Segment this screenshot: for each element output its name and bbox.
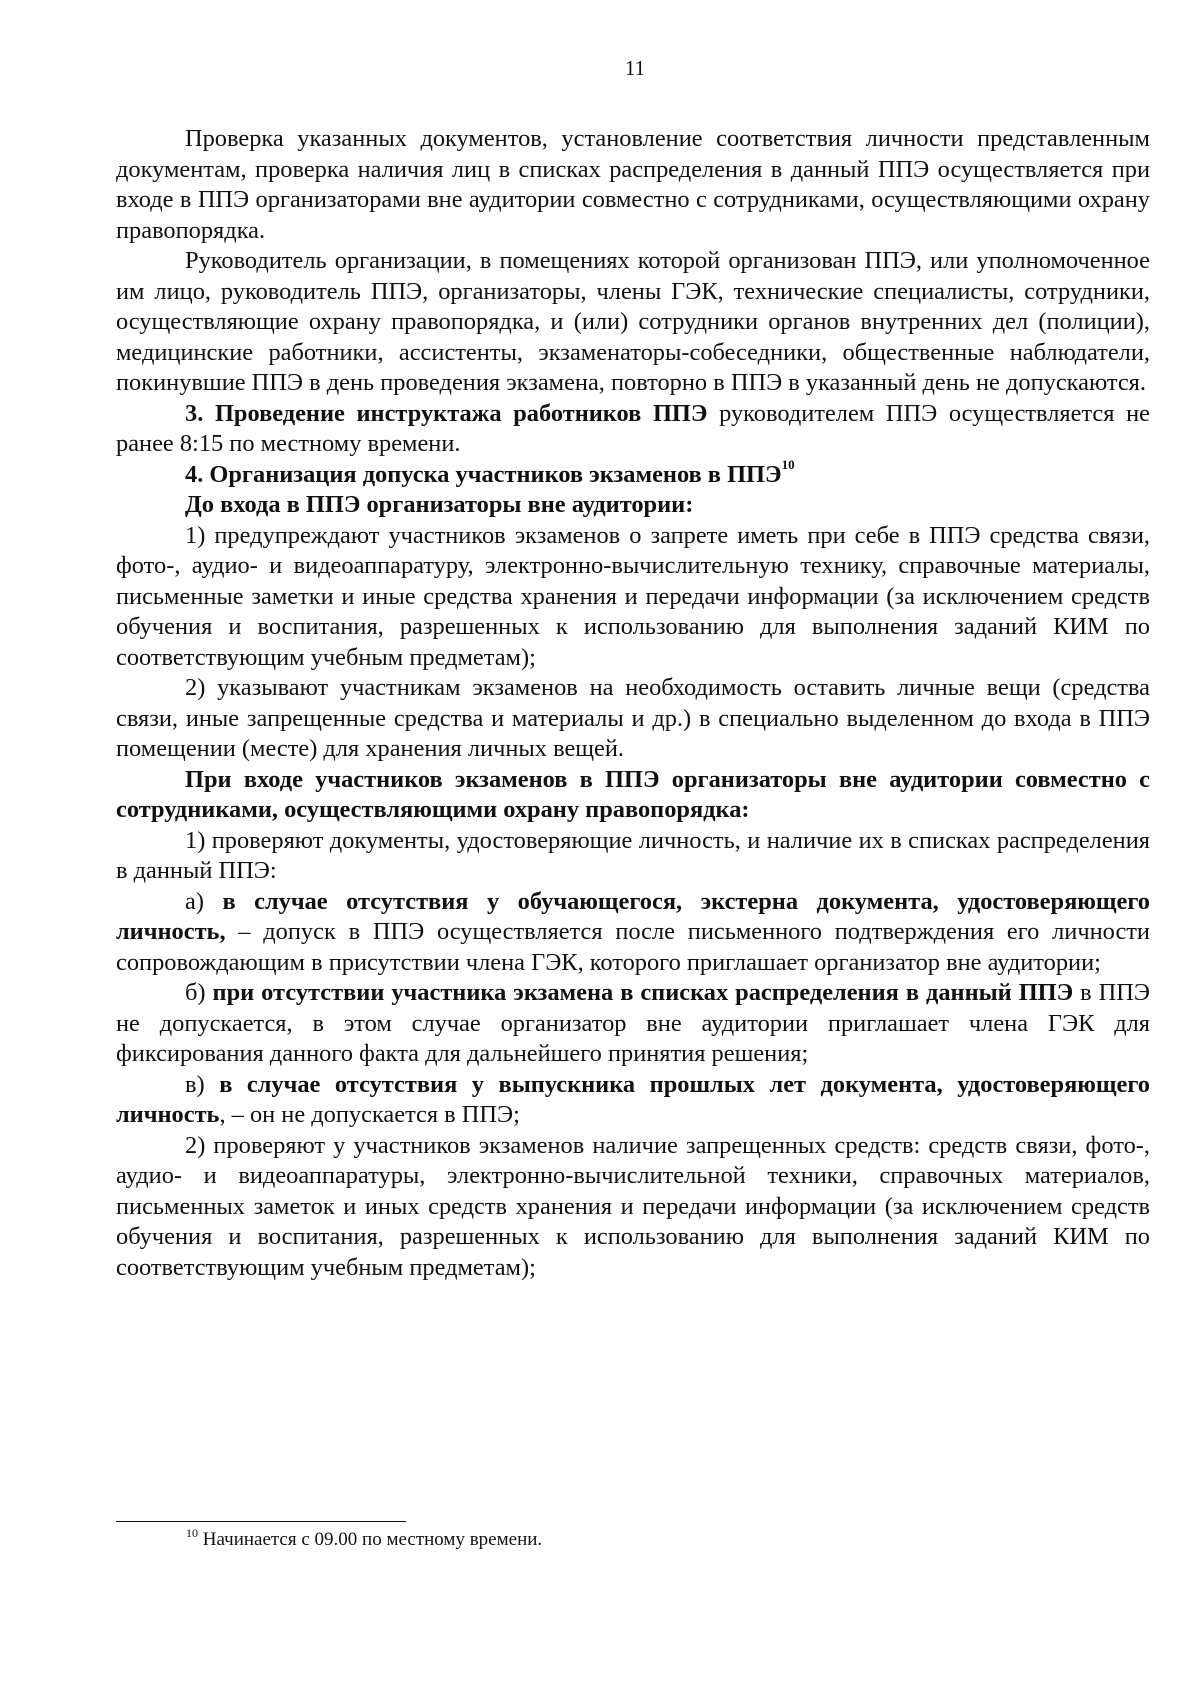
- item-v-text: , – он не допускается в ППЭ;: [219, 1101, 520, 1128]
- footnote-reference: 10: [781, 456, 795, 472]
- footnote: [186, 1528, 542, 1552]
- list-item-not-in-list: [116, 978, 1150, 1070]
- item-v-bold: в случае отсутствия у выпускника прошлых лет документа, удостоверяющего личность: [116, 1070, 1150, 1128]
- paragraph-no-readmission: Руководитель организации, в помещениях которой организован ППЭ, или уполномоченное им лицо, руководитель ППЭ, организаторы, члены ГЭК, технические специалисты, сотрудники, осуществляющие охрану правопорядка, и (или) сотрудники органов внутренних дел (полиции), медицинские работники, ассистенты, экзаменаторы-собеседники, общественные наблюдатели, покинувшие ППЭ в день проведения экзамена, повторно в ППЭ в указанный день не допускаются.: [116, 247, 1150, 396]
- list-item-warn-participants: 1) предупреждают участников экзаменов о запрете иметь при себе в ППЭ средства связи, фото-, аудио- и видеоаппаратуру, электронно-вычислительную технику, справочные материалы, письменные заметки и иные средства хранения и передачи информации (за исключением средств обучения и воспитания, разрешенных к использованию для выполнения заданий КИМ по соответствующим учебным предметам);: [116, 521, 1150, 671]
- item-letter-v: в): [185, 1070, 220, 1098]
- footnote-separator: [116, 1521, 406, 1522]
- list-item-no-document-graduate: [116, 1070, 1150, 1131]
- item-a-bold: в случае отсутствия у обучающегося, экстерна документа, удостоверяющего личность,: [116, 887, 1150, 945]
- item-letter-b: б): [185, 979, 213, 1006]
- list-item-personal-belongings: 2) указывают участникам экзаменов на необходимость оставить личные вещи (средства связи, иные запрещенные средства и материалы и др.) в специально выделенном до входа в ППЭ помещении (месте) для хранения личных вещей.: [116, 674, 1150, 762]
- item-b-bold: при отсутствии участника экзамена в списках распределения в данный ППЭ: [212, 979, 1074, 1006]
- list-item-no-document-student: [116, 887, 1150, 979]
- section-heading-admission: [116, 456, 1150, 491]
- page-number: 11: [624, 56, 646, 80]
- paragraph-briefing: [116, 399, 1150, 460]
- list-item-check-documents: 1) проверяют документы, удостоверяющие личность, и наличие их в списках распределения в данный ППЭ:: [116, 826, 1150, 884]
- item-letter-a: а): [185, 887, 223, 915]
- section-heading-text: 4. Организация допуска участников экзаменов в ППЭ: [185, 460, 782, 488]
- paragraph-document-check: Проверка указанных документов, установление соответствия личности представленным документам, проверка наличия лиц в списках распределения в данный ППЭ осуществляется при входе в ППЭ организаторами вне аудитории совместно с сотрудниками, осуществляющими охрану правопорядка.: [116, 125, 1150, 244]
- briefing-text: руководителем ППЭ осуществляется не ранее 8:15 по местному времени.: [116, 399, 1150, 457]
- briefing-heading: 3. Проведение инструктажа работников ППЭ: [185, 399, 708, 427]
- list-item-check-prohibited: 2) проверяют у участников экзаменов наличие запрещенных средств: средств связи, фото-, аудио- и видеоаппаратуры, электронно-вычислительной техники, справочных материалов, письменных заметок и иных средств хранения и передачи информации (за исключением средств обучения и воспитания, разрешенных к использованию для выполнения заданий КИМ по соответствующим учебным предметам);: [116, 1131, 1150, 1281]
- footnote-marker: 10: [186, 1526, 198, 1540]
- document-body: [116, 124, 1150, 1283]
- footnote-text: Начинается с 09.00 по местному времени.: [198, 1529, 543, 1550]
- item-a-text: – допуск в ППЭ осуществляется после письменного подтверждения его личности сопровождающим в присутствии члена ГЭК, которого приглашает организатор вне аудитории;: [116, 918, 1150, 976]
- subheading-before-entry: До входа в ППЭ организаторы вне аудитории:: [185, 491, 694, 518]
- item-b-text: в ППЭ не допускается, в этом случае организатор вне аудитории приглашает члена ГЭК для фиксирования данного факта для дальнейшего принятия решения;: [116, 979, 1150, 1067]
- subheading-at-entry: При входе участников экзаменов в ППЭ организаторы вне аудитории совместно с сотрудниками, осуществляющими охрану правопорядка:: [116, 765, 1150, 823]
